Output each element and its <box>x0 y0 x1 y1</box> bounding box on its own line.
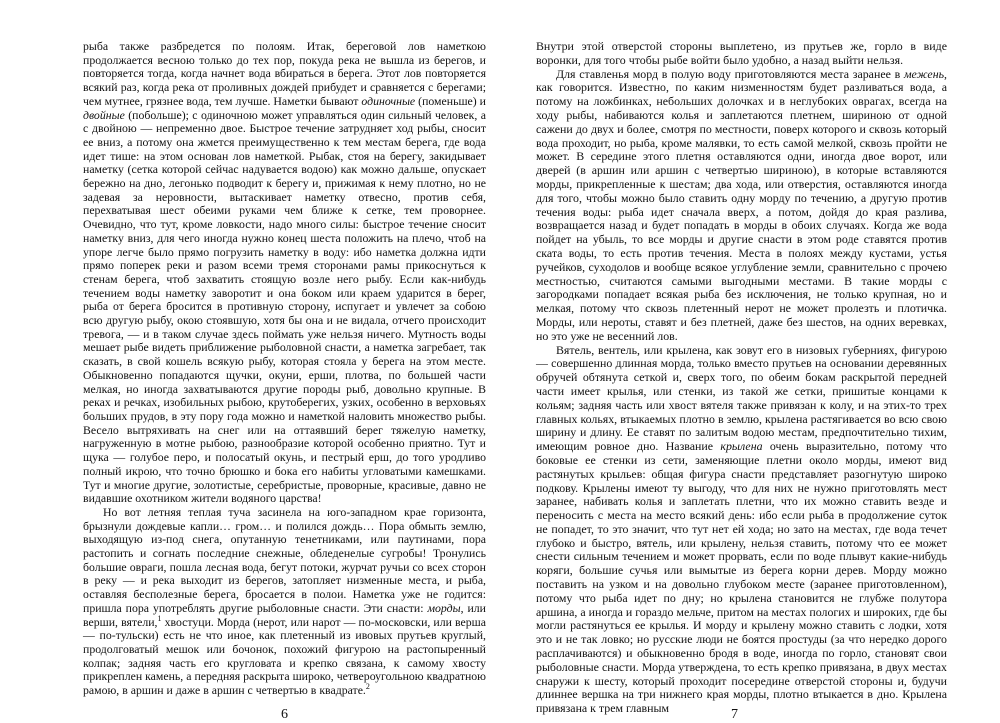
text-run: хвостуци. Морда (нерот, или нарот — по-московски, или верша — по-тульски) есть не что иное, как плетенный из ивовых прутьев круглый, продолговатый мешок или бочонок, похожий фигурою на растопыренный колпак; задняя часть его кругловата и крепко связана, к самому хвосту прикреплен камень, а передняя раскрыта широко, четвероугольною квадратною рамою, в аршин и даже в аршин с четвертью в квадрате. <box>83 614 486 698</box>
right-page <box>536 40 947 716</box>
text-run: Но вот летняя теплая туча засинела на юго-западном крае горизонта, брызнули дождевые капли… гром… и полился дождь… Пора обмыть землю, выходящую из-под снега, опутанную тенетниками, или паутинами, пора растопить и согнать последние снежные, обледенелые сугробы! Тронулись большие овраги, пошла лесная вода, бегут потоки, журчат ручьи со всех сторон в реку — и река выходит из берегов, затопляет низменные места, и рыба, оставляя бесполезные берега, бросается в полои. Наметка уже не годится: пришла пора употреблять другие рыболовные снасти. Эти снасти: <box>83 504 486 615</box>
emphasized-term: морды <box>427 600 461 615</box>
paragraph <box>536 344 947 717</box>
emphasized-term: крылена <box>720 439 763 454</box>
text-run: рыба также разбредется по полоям. Итак, береговой лов наметкою продолжается весною только до тех пор, покуда река не вышла из берегов, и повторяется тогда, когда начнет вода вбираться в берега. Этот лов повторяется всякий раз, когда река от проливных дождей прибудет и сравняется с берегами; чем мутнее, грязнее вода, тем лучше. Наметки бывают <box>83 39 486 108</box>
text-run: (поменьше) и <box>415 93 486 108</box>
paragraph <box>536 68 947 344</box>
text-run: очень выразительно, потому что боковые ее стенки из сети, заменяющие плетни около морды, имеют вид растянутых крыльев: общая фигура снасти представляет разогнутую широко подкову. Крылены имеют ту выгоду, что для них не нужно приготовлять мест заранее, набивать колья и заплетать плетни, что их можно ставить везде и переносить с места на место всякий день: ибо если рыба в продолжение суток не попадет, то это значит, что тут нет ей хода; но зато на местах, где вода течет глубоко и быстро, вятель, или крылену, нельзя ставить, потому что ее может снести сильным течением и может прорвать, если по воде плывут какие-нибудь коряги, большие сучья или вымытые из берега корни дерев. Морду можно поставить на узком и на довольно глубоком месте (заранее приготовленном), потому что рыба идет по дну; но крылена становится не глубже полутора аршина, а иногда и гораздо мельче, притом на местах пологих и широких, где бы могли растянуться ее крылья. И морду и крылену можно ставить с лодки, хотя это и не так ловко; но русские люди не боятся простуды (за что нередко дорого расплачиваются) и обыкновенно бродя в воде, иногда по горло, становят свои рыболовные снасти. Морда утверждена, то есть крепко привязана, в двух местах снаружи к шесту, который проходит посередине отверстой стороны и, будучи длиннее вершка на три нижнего края морды, плотно втыкается в дно. Крылена привязана к трем главным <box>536 439 948 716</box>
emphasized-term: одиночные <box>361 93 416 108</box>
text-run: (побольше); с одиночною может управляться один сильный человек, а с двойною — непременно двое. Быстрое течение затрудняет ход рыбы, сносит ее вниз, а потому она жмется преимущественно к тем местам берега, где вода идет тише: на этом основан лов наметкой. Рыбак, стоя на берегу, закидывает наметку (сетка которой сейчас надувается водою) как можно дальше, опускает бережно на дно, легонько подводит к берегу и, прижимая к нему плотно, но не задевая за неровности, вытаскивает наметку отвесно, против себя, перехватывая шест обеими руками чем ближе к сетке, тем проворнее. Очевидно, что тут, кроме ловкости, надо много силы: быстрое течение сносит наметку вниз, для чего иногда нужно конец шеста положить на плечо, чтоб на упоре легче было прямо погрузить наметку в воду: ибо наметка должна идти прямо поперек реки и разом всеми тремя сторонами рамы прикоснуться к стенам берега, чтоб захватить стоящую возле него рыбу. Если как-нибудь течением воды наметку заворотит и она боком или краем ударится в берег, рыба от берега бросится в противную сторону, испугает и увлечет за собою всю другую рыбу, окою стоявшую, хотя бы она и не видала, отчего происходит тревога, — и в таком случае здесь поймать уже нельзя ничего. Мутность воды мешает рыбе видеть приближение рыболовной снасти, а наметка загребает, так сказать, в свой кошель всякую рыбу, которая стояла у берега на этом месте. Обыкновенно попадаются щучки, окуни, ерши, плотва, по большей части мелкая, но иногда захватываются другие породы рыб, довольно крупные. В реках и речках, изобильных рыбою, крутоберегих, узких, особенно в верховьях больших прудов, в эту пору года можно и наметкой наловить множество рыбы. Весело вытряхивать на снег или на оттаявший берег тяжелую наметку, нагруженную в мотне рыбою, разнообразие которой особенно приятно. Тут и щука — голубое перо, и полосатый окунь, и пестрый ерш, до того уродливо полный икрою, что точно брюшко и бока его набиты угловатыми камешками. Тут и многие другие, золотистые, серебристые, проворные, красивые, давно не видавшие охотником жители водяного царства! <box>83 107 486 506</box>
footnote-marker: 1 <box>157 613 162 623</box>
left-page <box>83 40 486 698</box>
text-run: Вятель, вентель, или крылена, как зовут его в низовых губерниях, фигурою — совершенно длинная морда, только вместо прутьев на основании деревянных обручей обтянута сеткой и, сверх того, по обеим бокам раскрытой передней части имеет крылья, или стенки, из такой же сетки, пришитые концами к кольям; задняя часть или хвост вятеля также привязан к колу, и на этих-то трех главных кольях, втыкаемых плотно в землю, крылена растягивается во всю свою ширину и длину. Ее ставят по залитым водою местам, предпочтительно тихим, имеющим ровное дно. Название <box>536 342 947 454</box>
paragraph <box>83 40 486 506</box>
text-run: Для ставленья морд в полую воду приготовляются места заранее в <box>556 66 904 81</box>
emphasized-term: двойные <box>83 107 125 122</box>
paragraph <box>83 506 486 698</box>
left-page-number: 6 <box>281 707 288 722</box>
right-page-number: 7 <box>731 707 738 722</box>
emphasized-term: межень <box>903 66 945 81</box>
text-run: , или верши, вятели, <box>83 600 486 629</box>
text-run: Внутри этой отверстой стороны выплетено, из прутьев же, горло в виде воронки, для того чтобы рыбе войти было удобно, а назад выйти нельзя. <box>536 39 947 67</box>
paragraph <box>536 40 947 68</box>
footnote-marker: 2 <box>365 682 370 692</box>
text-run: , как говорится. Известно, по каким низменностям будет разливаться вода, а потому на ложбинках, небольших долочках и в неглубоких оврагах, всегда на ходу рыбы, набиваются колья и заплетаются плетнем, шириною от одной сажени до двух и более, смотря по местности, поверх которого и сквозь который вода проходит, но рыба, кроме малявки, то есть самой мелкой, сквозь пройти не может. В середине этого плетня оставляются одни, иногда двое ворот, или дверей (в аршин или аршин с четвертью шириною), в которые вставляются морды, прикрепленные к шестам; два хода, или отверстия, оставляются иногда для того, чтобы можно было ставить одну морду по течению, а другую против течения воды: рыба идет сначала вверх, а потом, дойдя до края разлива, возвращается назад и будет попадать в морды в обоих случаях. Когда же вода пойдет на убыль, то все морды и другие снасти в этом роде ставятся против ската воды, то есть против течения. Места в полоях между кустами, устья ручейков, суходолов и вообще всякое углубление земли, сравнительно с прочею местностью, считаются самыми выгодными местами. В такие морды с загородками попадает всякая рыба без исключения, не только крупная, но и мелкая, потому что сквозь плетенный нерот не может пролезть и плотичка. Морды, или нероты, ставят и без плетней, даже без шестов, на одних веревках, но это уже не весенний лов. <box>536 66 947 343</box>
